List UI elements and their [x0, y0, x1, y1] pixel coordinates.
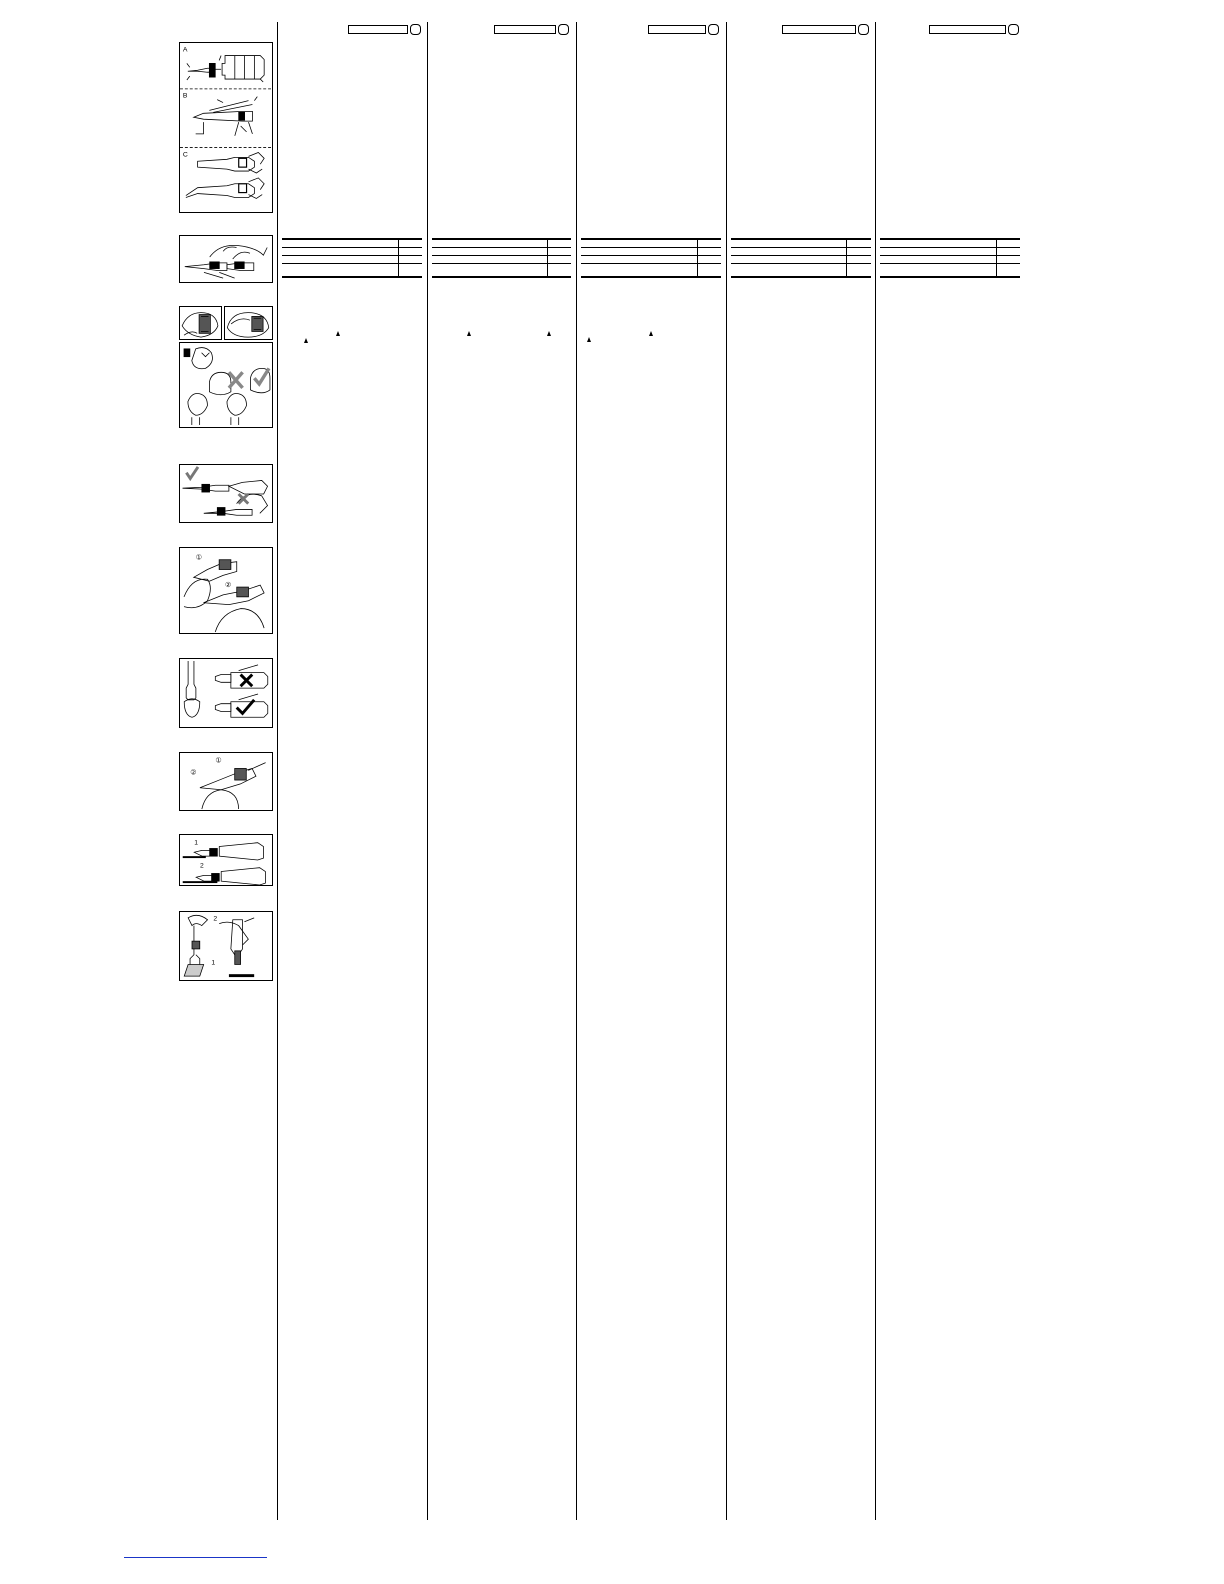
correct-check-icon — [186, 467, 198, 479]
hold-check-illustration — [180, 465, 272, 522]
steps-hand-illustration — [180, 548, 272, 633]
figure-orientation-check — [179, 342, 273, 428]
figure-components — [179, 42, 273, 213]
warning-triangle-icon — [336, 331, 340, 336]
figure-vertical-check — [179, 658, 273, 728]
spec-table — [731, 238, 871, 278]
warning-triangle-icon — [587, 337, 591, 342]
part-1-label: 1 — [194, 839, 199, 847]
part-2-label: 2 — [200, 862, 204, 870]
language-badge — [410, 24, 421, 35]
panel-label-c: C — [182, 151, 188, 159]
figure-hand-assembly — [179, 235, 273, 283]
orientation-check-illustration — [180, 343, 272, 427]
spec-table — [880, 238, 1020, 278]
column-divider — [875, 22, 876, 1520]
language-badge — [708, 24, 719, 35]
language-badge — [858, 24, 869, 35]
components-illustration — [180, 43, 272, 212]
column-divider — [277, 22, 278, 1520]
steps-hand-2-illustration — [180, 753, 272, 810]
wrong-x-icon — [239, 494, 249, 504]
correct-check-icon — [254, 368, 269, 384]
wrong-x-icon — [241, 675, 253, 687]
spec-table — [432, 238, 571, 278]
column-divider — [576, 22, 577, 1520]
language-header-box — [494, 25, 556, 34]
warning-triangle-icon — [649, 331, 653, 336]
panel-label-a: A — [182, 46, 188, 54]
figure-hold-check — [179, 464, 273, 523]
twist-right-illustration — [225, 307, 272, 339]
language-header-box — [782, 25, 856, 34]
twist-left-illustration — [180, 307, 221, 339]
language-header-box — [929, 25, 1006, 34]
figure-two-assemblies — [179, 834, 273, 886]
spec-table — [282, 238, 422, 278]
vertical-check-illustration — [180, 659, 272, 727]
step-2-label: ② — [190, 769, 197, 777]
warning-triangle-icon — [304, 338, 308, 343]
warning-triangle-icon — [467, 331, 471, 336]
panel-label-b: B — [182, 92, 188, 100]
figure-twist-left — [179, 306, 222, 340]
language-badge — [1008, 24, 1019, 35]
part-2-label: 2 — [213, 915, 218, 923]
figure-steps-hand-2 — [179, 752, 273, 811]
language-header-box — [348, 25, 408, 34]
footer-link-underline[interactable] — [124, 1557, 267, 1558]
part-1-label: 1 — [211, 959, 216, 967]
step-2-label: ② — [225, 582, 232, 590]
figure-twist-right — [224, 306, 273, 340]
language-badge — [558, 24, 569, 35]
figure-wrench-upright — [179, 911, 273, 981]
warning-triangle-icon — [547, 331, 551, 336]
wrench-upright-illustration — [180, 912, 272, 980]
figure-steps-hand — [179, 547, 273, 634]
language-header-box — [648, 25, 706, 34]
two-assemblies-illustration — [180, 835, 272, 885]
step-1-label: ① — [195, 554, 202, 562]
step-1-label: ① — [215, 757, 222, 765]
column-divider — [427, 22, 428, 1520]
column-divider — [726, 22, 727, 1520]
spec-table — [581, 238, 721, 278]
hand-assembly-illustration — [180, 236, 272, 282]
